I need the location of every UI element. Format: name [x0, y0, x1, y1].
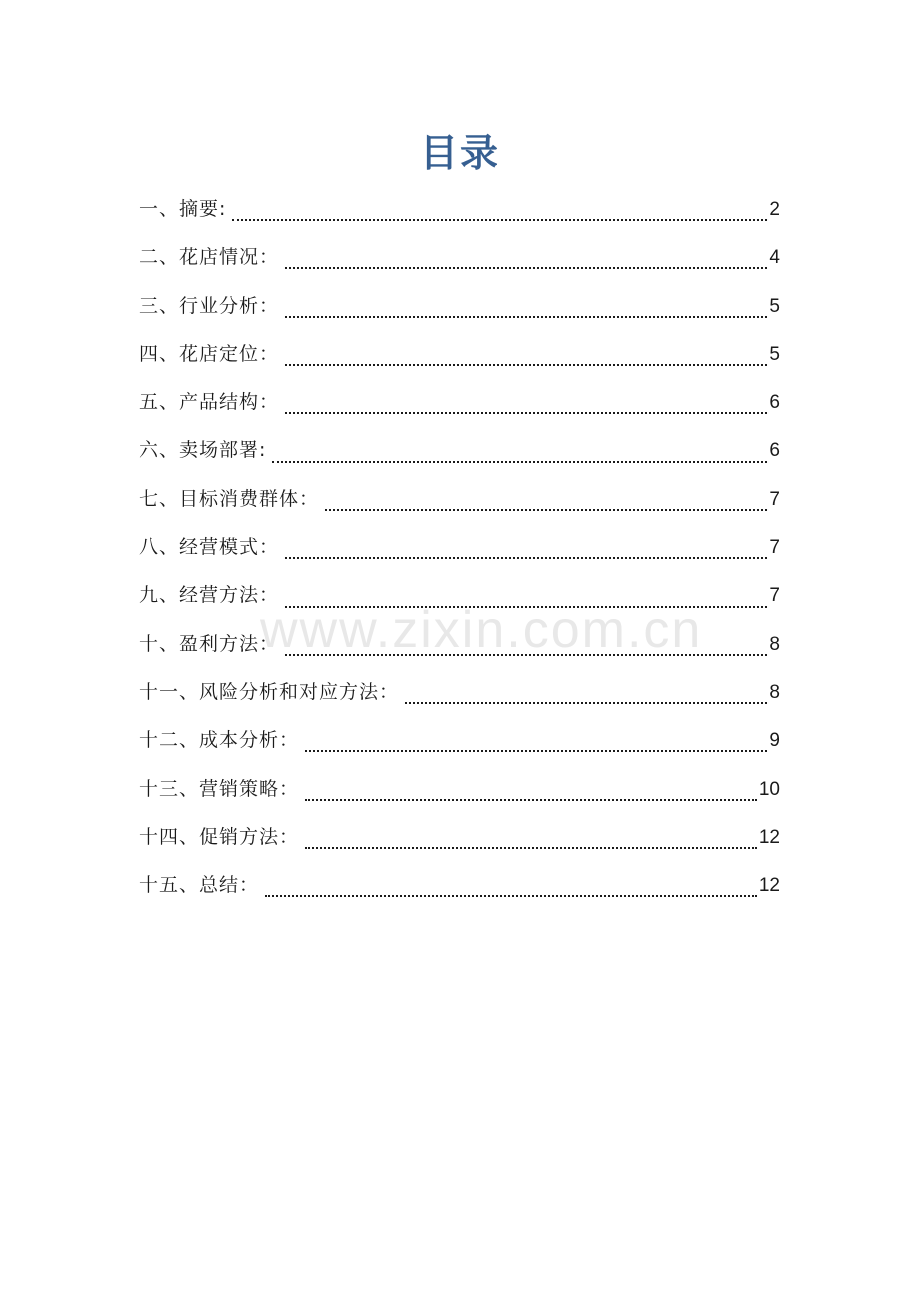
- toc-entry[interactable]: [139, 284, 780, 332]
- toc-dot-leader: [325, 509, 767, 511]
- toc-dot-leader: [285, 557, 767, 559]
- toc-entry-page: 6: [769, 392, 780, 414]
- toc-entry-label: 十五、总结：: [139, 874, 260, 897]
- toc-entry-page: 5: [769, 343, 780, 365]
- toc-entry-page: 6: [769, 440, 780, 462]
- toc-entry-page: 9: [769, 730, 780, 752]
- toc-entry-page: 2: [769, 199, 780, 220]
- toc-entry-page: 10: [758, 778, 780, 800]
- toc-entry-label: 九、经营方法：: [139, 584, 280, 607]
- toc-entry[interactable]: [139, 815, 780, 863]
- toc-entry-label: 七、目标消费群体：: [139, 487, 320, 510]
- toc-entry[interactable]: [139, 863, 780, 911]
- toc-dot-leader: [285, 606, 767, 608]
- toc-dot-leader: [265, 895, 757, 897]
- toc-entry-label: 八、经营模式：: [139, 536, 280, 559]
- toc-dot-leader: [305, 847, 757, 849]
- toc-entry-label: 四、花店定位：: [139, 342, 280, 365]
- toc-dot-leader: [232, 219, 767, 221]
- toc-entry-label: 十、盈利方法：: [139, 632, 280, 655]
- toc-dot-leader: [305, 750, 767, 752]
- toc-entry[interactable]: [139, 718, 780, 766]
- toc-entry[interactable]: [139, 670, 780, 718]
- toc-entry-page: 7: [769, 537, 780, 559]
- toc-dot-leader: [285, 316, 767, 318]
- toc-entry-page: 8: [769, 681, 780, 703]
- toc-entry-label: 二、花店情况：: [139, 246, 280, 269]
- toc-entry-page: 7: [769, 488, 780, 510]
- toc-entry-page: 8: [769, 633, 780, 655]
- toc-entry[interactable]: [139, 767, 780, 815]
- toc-dot-leader: [285, 654, 767, 656]
- toc-list: [139, 187, 780, 911]
- toc-entry[interactable]: [139, 573, 780, 621]
- toc-title: 目录: [419, 130, 500, 175]
- toc-dot-leader: [285, 267, 767, 269]
- toc-dot-leader: [285, 412, 767, 414]
- toc-entry[interactable]: [139, 525, 780, 573]
- toc-entry-label: 十三、营销策略：: [139, 777, 300, 800]
- watermark: www.zixin.com.cn: [260, 601, 703, 659]
- toc-entry-label: 十二、成本分析：: [139, 729, 300, 752]
- toc-entry[interactable]: [139, 428, 780, 476]
- toc-dot-leader: [305, 799, 757, 801]
- toc-entry[interactable]: [139, 187, 780, 235]
- toc-entry-page: 7: [769, 585, 780, 607]
- toc-entry-label: 六、卖场部署:: [139, 439, 267, 462]
- toc-entry[interactable]: [139, 235, 780, 283]
- toc-entry-page: 12: [758, 826, 780, 848]
- toc-entry[interactable]: [139, 332, 780, 380]
- toc-entry-page: 12: [758, 875, 780, 897]
- toc-entry[interactable]: [139, 380, 780, 428]
- toc-entry[interactable]: [139, 622, 780, 670]
- toc-entry-label: 十一、风险分析和对应方法：: [139, 680, 400, 703]
- toc-entry-label: 五、产品结构：: [139, 391, 280, 414]
- toc-dot-leader: [272, 461, 767, 463]
- toc-entry[interactable]: [139, 477, 780, 525]
- toc-entry-label: 十四、促销方法：: [139, 825, 300, 848]
- toc-dot-leader: [405, 702, 767, 704]
- toc-dot-leader: [285, 364, 767, 366]
- toc-entry-page: 5: [769, 295, 780, 317]
- toc-entry-label: 三、行业分析：: [139, 294, 280, 317]
- toc-entry-label: 一、摘要:: [139, 198, 227, 220]
- toc-entry-page: 4: [769, 247, 780, 269]
